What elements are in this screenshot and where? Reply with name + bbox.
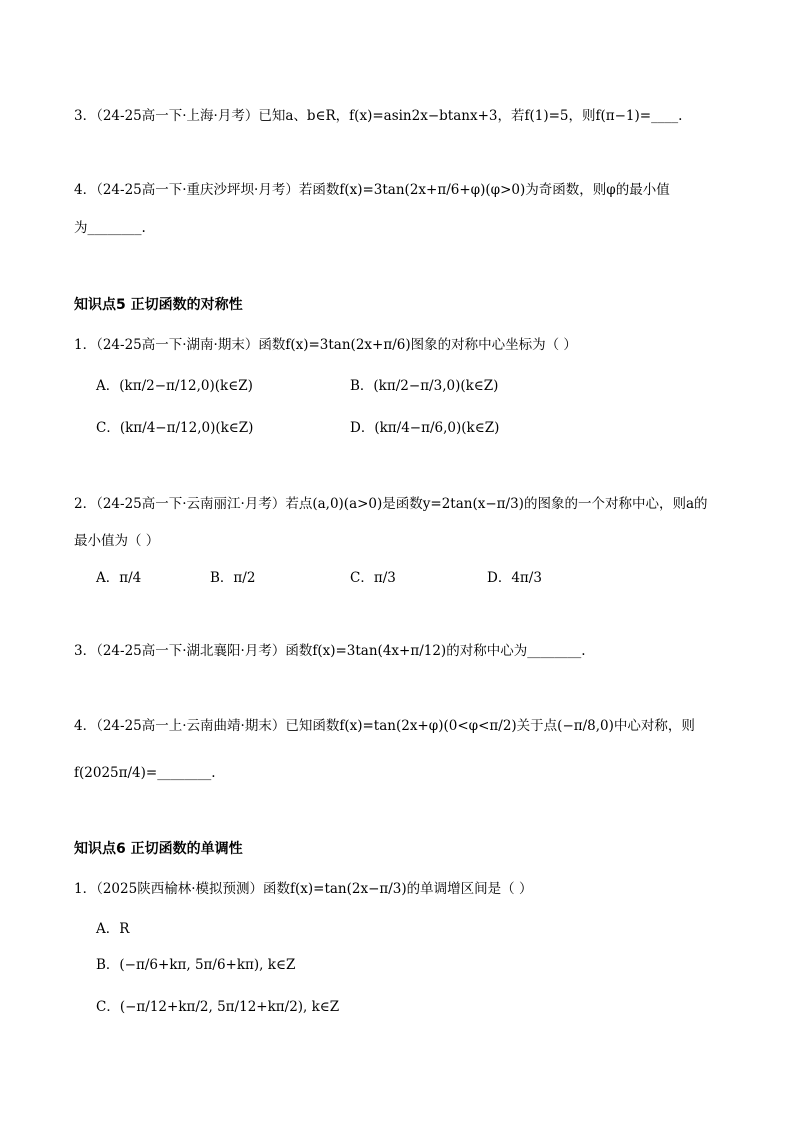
k6-q1-option-c: C．(−π/12+kπ/2, 5π/12+kπ/2), k∈Z (96, 999, 340, 1015)
k5-q2-option-b: B．π/2 (210, 570, 256, 586)
question-4-previous-line-1: 4．（24-25高一下·重庆沙坪坝·月考）若函数f(x)=3tan(2x+π/6+φ)(φ>0)为奇函数，则φ的最小值 (74, 182, 670, 198)
k5-q1-option-b: B．(kπ/2−π/3,0)(k∈Z) (350, 378, 499, 394)
k6-q1-option-a: A．R (96, 921, 130, 937)
k5-q1-option-c: C．(kπ/4−π/12,0)(k∈Z) (96, 420, 254, 436)
question-4-previous-line-2: 为________. (74, 220, 146, 236)
section-heading-6: 知识点6 正切函数的单调性 (74, 841, 243, 857)
k5-q2-option-c: C．π/3 (350, 570, 396, 586)
k5-q1-option-d: D．(kπ/4−π/6,0)(k∈Z) (350, 420, 500, 436)
k5-question-1: 1．（24-25高一下·湖南·期末）函数f(x)=3tan(2x+π/6)图象的对称中心坐标为（ ） (74, 337, 577, 353)
k5-q1-option-a: A．(kπ/2−π/12,0)(k∈Z) (96, 378, 253, 394)
section-heading-5: 知识点5 正切函数的对称性 (74, 297, 243, 313)
k5-question-2-line-2: 最小值为（ ） (74, 533, 160, 549)
k5-question-3: 3．（24-25高一下·湖北襄阳·月考）函数f(x)=3tan(4x+π/12)的对称中心为________. (74, 643, 586, 659)
question-3-previous: 3．（24-25高一下·上海·月考）已知a、b∈R，f(x)=asin2x−btanx+3，若f(1)=5，则f(π−1)=____. (74, 108, 683, 124)
k5-q2-option-d: D．4π/3 (487, 570, 542, 586)
k5-question-4-line-2: f(2025π/4)=________. (74, 765, 216, 781)
k5-question-4-line-1: 4．（24-25高一上·云南曲靖·期末）已知函数f(x)=tan(2x+φ)(0<φ<π/2)关于点(−π/8,0)中心对称，则 (74, 718, 695, 734)
k5-question-2-line-1: 2．（24-25高一下·云南丽江·月考）若点(a,0)(a>0)是函数y=2tan(x−π/3)的图象的一个对称中心，则a的 (74, 496, 708, 512)
k6-question-1: 1．（2025陕西榆林·模拟预测）函数f(x)=tan(2x−π/3)的单调增区间是（ ） (74, 881, 533, 897)
k6-q1-option-b: B．(−π/6+kπ, 5π/6+kπ), k∈Z (96, 957, 296, 973)
k5-q2-option-a: A．π/4 (96, 570, 142, 586)
